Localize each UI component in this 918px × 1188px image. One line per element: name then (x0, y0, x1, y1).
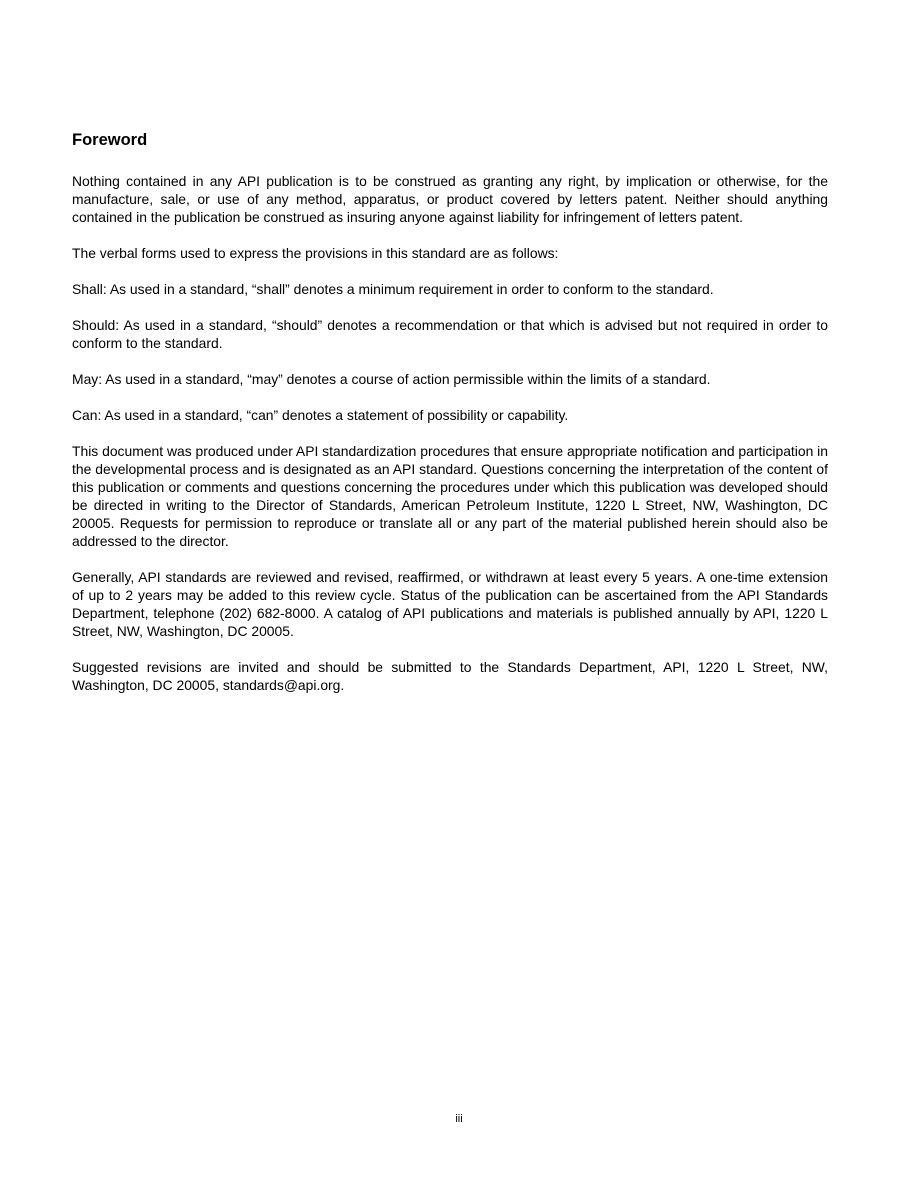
page-number: iii (455, 1113, 463, 1125)
may-definition-paragraph: May: As used in a standard, “may” denotes a course of action permissible within the limits of a standard. (72, 371, 711, 387)
patent-disclaimer-paragraph: Nothing contained in any API publication is to be construed as granting any right, by implication or otherwise, for the manufacture, sale, or use of any method, apparatus, or product covered by letters patent. Neither should anything contained in the publication be construed as insuring anyone against liability for infringement of letters patent. (72, 173, 828, 225)
can-definition-paragraph: Can: As used in a standard, “can” denotes a statement of possibility or capability. (72, 407, 569, 423)
standardization-procedures-paragraph: This document was produced under API standardization procedures that ensure appropriate notification and participation in the developmental process and is designated as an API standard. Questions concerning the interpretation of the content of this publication or comments and questions concerning the procedures under which this publication was developed should be directed in writing to the Director of Standards, American Petroleum Institute, 1220 L Street, NW, Washington, DC 20005. Requests for permission to reproduce or translate all or any part of the material published herein should also be addressed to the director. (72, 443, 828, 549)
suggested-revisions-paragraph: Suggested revisions are invited and should be submitted to the Standards Department, API, 1220 L Street, NW, Washington, DC 20005, standards@api.org. (72, 659, 828, 693)
should-definition-paragraph: Should: As used in a standard, “should” denotes a recommendation or that which is advised but not required in order to conform to the standard. (72, 317, 828, 351)
section-heading: Foreword (72, 131, 148, 149)
verbal-forms-intro-paragraph: The verbal forms used to express the provisions in this standard are as follows: (72, 245, 559, 261)
document-body (72, 129, 828, 712)
review-cycle-paragraph: Generally, API standards are reviewed and revised, reaffirmed, or withdrawn at least every 5 years. A one-time extension of up to 2 years may be added to this review cycle. Status of the publication can be ascertained from the API Standards Department, telephone (202) 682-8000. A catalog of API publications and materials is published annually by API, 1220 L Street, NW, Washington, DC 20005. (72, 569, 828, 639)
shall-definition-paragraph: Shall: As used in a standard, “shall” denotes a minimum requirement in order to conform to the standard. (72, 281, 714, 297)
